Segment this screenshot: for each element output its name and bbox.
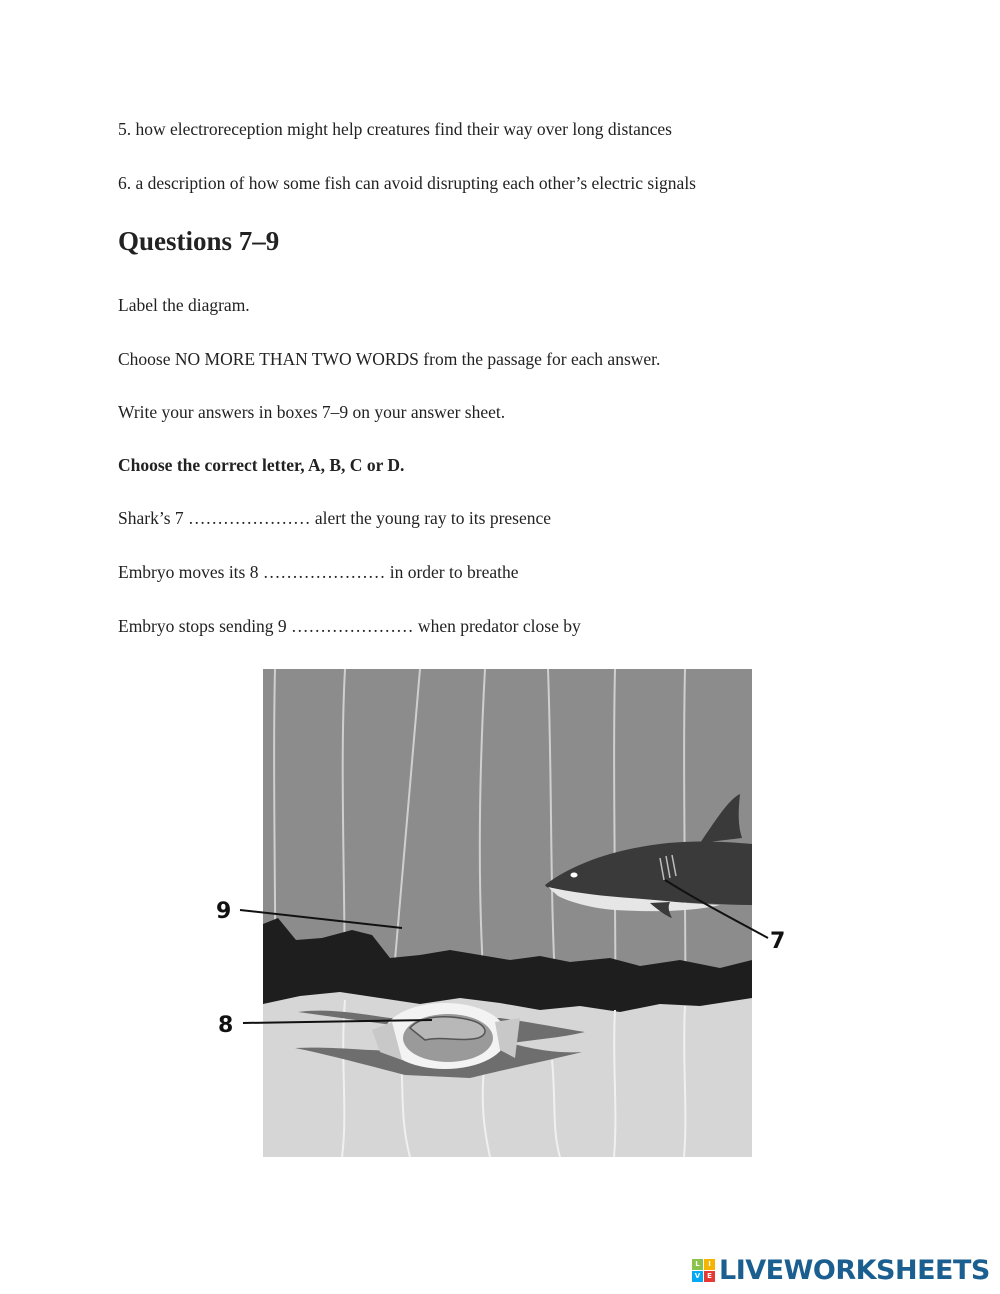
gap-7-sentence: Shark’s 7 ………………… alert the young ray to its presence bbox=[118, 508, 552, 528]
liveworksheets-logo-icon bbox=[692, 1259, 715, 1282]
question-6: 6. a description of how some fish can avoid disrupting each other’s electric signals bbox=[118, 173, 696, 193]
logo-letter-i: I bbox=[704, 1259, 715, 1270]
section-heading: Questions 7–9 bbox=[118, 226, 280, 256]
liveworksheets-wordmark: LIVEWORKSHEETS bbox=[719, 1254, 990, 1286]
logo-letter-l: L bbox=[692, 1259, 703, 1270]
diagram-label-8: 8 bbox=[218, 1013, 234, 1038]
instruction-answer-boxes: Write your answers in boxes 7–9 on your answer sheet. bbox=[118, 402, 506, 422]
question-5: 5. how electroreception might help creatures find their way over long distances bbox=[118, 119, 672, 139]
diagram-label-7: 7 bbox=[770, 929, 786, 954]
logo-letter-v: V bbox=[692, 1271, 703, 1282]
instruction-label: Label the diagram. bbox=[118, 295, 250, 315]
instruction-word-limit: Choose NO MORE THAN TWO WORDS from the passage for each answer. bbox=[118, 349, 661, 369]
gap-8-sentence: Embryo moves its 8 ………………… in order to breathe bbox=[118, 562, 519, 582]
instruction-choose-letter: Choose the correct letter, A, B, C or D. bbox=[118, 455, 405, 475]
liveworksheets-brand bbox=[692, 1253, 990, 1287]
diagram-label-9: 9 bbox=[216, 899, 232, 924]
gap-9-sentence: Embryo stops sending 9 ………………… when predator close by bbox=[118, 616, 581, 636]
logo-letter-e: E bbox=[704, 1271, 715, 1282]
